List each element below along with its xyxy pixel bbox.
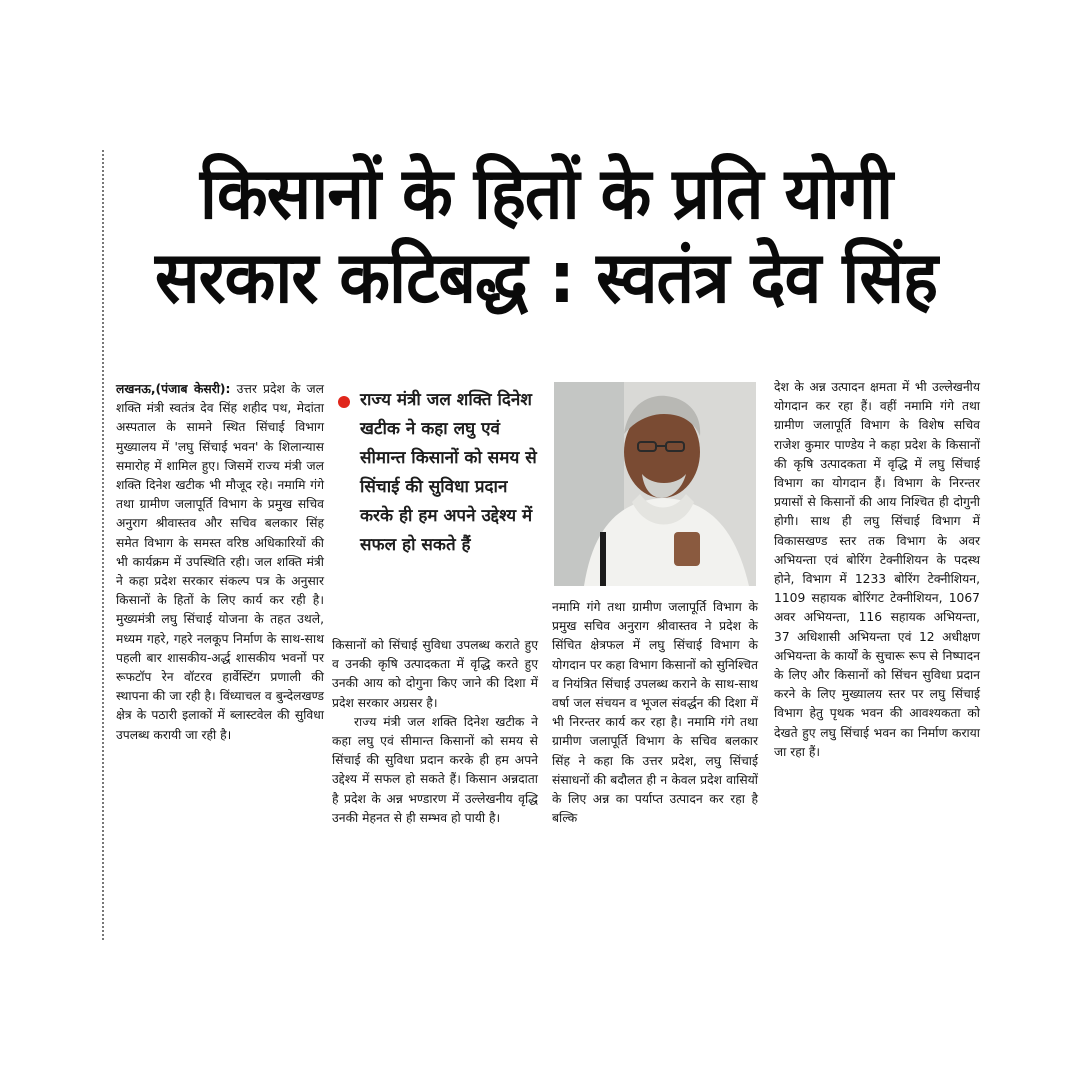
dateline: लखनऊ,(पंजाब केसरी):: [116, 382, 231, 396]
column-4: [774, 378, 980, 762]
column-3-text: नमामि गंगे तथा ग्रामीण जलापूर्ति विभाग के प्रमुख सचिव अनुराग श्रीवास्तव ने प्रदेश के सिंचित क्षेत्रफल में लघु सिंचाई विभाग के योगदान पर कहा विभाग किसानों को सुनिश्चित व नियंत्रित सिंचाई उपलब्ध कराने के साथ-साथ वर्षा जल संचयन व भूजल संवर्द्धन की दिशा में भी निरन्तर कार्य कर रहा है। नमामि गंगे तथा ग्रामीण जलापूर्ति विभाग के सचिव बलकार सिंह ने कहा कि उत्तर प्रदेश, लघु सिंचाई संसाधनों की बदौलत ही न केवल प्रदेश वासियों के लिए अन्न का पर्याप्त उत्पादन कर रहा है बल्कि: [552, 600, 758, 826]
column-4-text: देश के अन्न उत्पादन क्षमता में भी उल्लेखनीय योगदान कर रहा हैं। वहीं नमामि गंगे तथा ग्रामीण जलापूर्ति विभाग के विशेष सचिव राजेश कुमार पाण्डेय ने कहा प्रदेश के किसानों की कृषि उत्पादकता में वृद्धि में लघु सिंचाई विभाग का योगदान हैं। विभाग के निरन्तर प्रयासों से किसानों की आय निश्चित ही दोगुनी होगी। साथ ही लघु सिंचाई विभाग में विकासखण्ड स्तर तक विभाग के अवर अभियन्ता एवं बोरिंग टेक्नीशियन के पदस्थ होने, विभाग में 1233 बोरिंग टेक्नीशियन, 1109 सहायक बोरिंगट टेक्नीशियन, 1067 अवर अभियन्ता, 116 सहायक अभियन्ता, 37 अधिशासी अभियन्ता एवं 12 अधीक्षण अभियन्ता के कार्यों के सुचारू रूप से निष्पादन के लिए और किसानों को सिंचन सुविधा प्रदान करने के लिए मुख्यालय स्तर पर लघु सिंचाई विभाग हेतु पृथक भवन की आवश्यकता को देखते हुए लघु सिंचाई भवन का निर्माण कराया जा रहा हैं।: [774, 380, 980, 759]
pull-quote-text: राज्य मंत्री जल शक्ति दिनेश खटीक ने कहा लघु एवं सीमान्त किसानों को समय से सिंचाई की सुविधा प्रदान करके ही हम अपने उद्देश्य में सफल हो सकते हैं: [360, 390, 537, 555]
column-2-text-a: किसानों को सिंचाई सुविधा उपलब्ध कराते हुए व उनकी कृषि उत्पादकता में वृद्धि करते हुए उनकी आय को दोगुना किए जाने की दिशा में प्रदेश सरकार अग्रसर है।: [332, 638, 538, 710]
column-1-text: उत्तर प्रदेश के जल शक्ति मंत्री स्वतंत्र देव सिंह शहीद पथ, मेदांता अस्पताल के सामने स्थित सिंचाई विभाग मुख्यालय में 'लघु सिंचाई भवन' के शिलान्यास समारोह में शामिल हुए। जिसमें राज्य मंत्री जल शक्ति दिनेश खटीक भी मौजूद रहे। नमामि गंगे तथा ग्रामीण जलापूर्ति विभाग के प्रमुख सचिव अनुराग श्रीवास्तव और सचिव बलकार सिंह समेत विभाग के समस्त वरिष्ठ अधिकारियों की भी कार्यक्रम में उपस्थिति रही। जल शक्ति मंत्री ने कहा प्रदेश सरकार संकल्प पत्र के अनुसार किसानों के हितों के लिए कार्य कर रही है। मुख्यमंत्री लघु सिंचाई योजना के तहत उथले, मध्यम गहरे, गहरे नलकूप निर्माण के साथ-साथ पहली बार शासकीय-अर्द्ध शासकीय भवनों पर रूफटॉप रेन वॉटरव हार्वेस्टिंग प्रणाली की स्थापना की जा रही है। विंध्याचल व बुन्देलखण्ड क्षेत्र के पठारी इलाकों में ब्लास्टवेल की सुविधा उपलब्ध करायी जा रही है।: [116, 382, 324, 742]
dotted-cut-line: [102, 150, 104, 940]
headline: [116, 152, 976, 320]
column-3: [552, 598, 758, 828]
column-2: [332, 636, 538, 828]
headline-line-2: सरकार कटिबद्ध : स्वतंत्र देव सिंह: [154, 236, 938, 320]
newspaper-clipping: [102, 150, 982, 940]
column-1: [116, 380, 324, 745]
minister-photo: [554, 382, 756, 586]
headline-line-1: किसानों के हितों के प्रति योगी: [199, 152, 893, 236]
bullet-dot-icon: [338, 396, 350, 408]
speaker-portrait-icon: [554, 382, 756, 586]
column-2-text-b: राज्य मंत्री जल शक्ति दिनेश खटीक ने कहा लघु एवं सीमान्त किसानों को समय से सिंचाई की सुविधा प्रदान करके ही हम अपने उद्देश्य में सफल हो सकते हैं। किसान अन्नदाता है प्रदेश के अन्न भण्डारण में उल्लेखनीय वृद्धि उनकी मेहनत से ही सम्भव हो पायी है।: [332, 714, 538, 825]
